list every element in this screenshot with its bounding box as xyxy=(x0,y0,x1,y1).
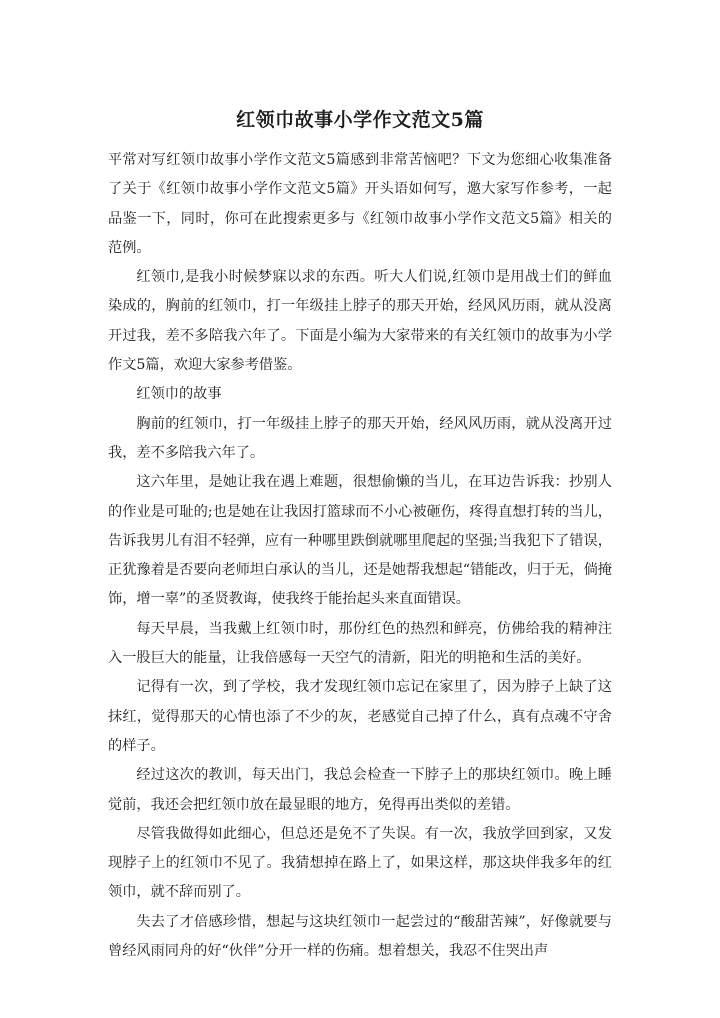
section-heading: 红领巾的故事 xyxy=(136,386,222,403)
body-paragraph: 尽管我做得如此细心，但总还是免不了失误。有一次，我放学回到家，又发现脖子上的红领巾不见了。我猜想掉在路上了，如果这样，那这块伴我多年的红领巾，就不辞而别了。 xyxy=(108,825,612,901)
document-title: 红领巾故事小学作文范文5篇 xyxy=(236,109,484,131)
body-paragraph: 记得有一次，到了学校，我才发现红领巾忘记在家里了，因为脖子上缺了这抹红，觉得那天的心情也添了不少的灰，老感觉自己掉了什么，真有点魂不守舍的样子。 xyxy=(108,679,612,754)
body-paragraph: 失去了才倍感珍惜，想起与这块红领巾一起尝过的“酸甜苦辣”，好像就要与曾经风雨同舟的好“伙伴”分开一样的伤痛。想着想关，我忍不住哭出声 xyxy=(108,913,612,960)
body-paragraph: 经过这次的教训，每天出门，我总会检查一下脖子上的那块红领巾。晚上睡觉前，我还会把红领巾放在最显眼的地方，免得再出类似的差错。 xyxy=(108,767,612,813)
body-paragraph: 胸前的红领巾，打一年级挂上脖子的那天开始，经风风历雨，就从没离开过我，差不多陪我六年了。 xyxy=(108,415,612,461)
body-paragraph: 每天早晨，当我戴上红领巾时，那份红色的热烈和鲜亮，仿佛给我的精神注入一股巨大的能量，让我倍感每一天空气的清新，阳光的明艳和生活的美好。 xyxy=(108,620,612,667)
document-body xyxy=(108,146,612,966)
body-paragraph: 这六年里，是她让我在遇上难题，很想偷懒的当儿，在耳边告诉我：抄别人的作业是可耻的;也是她在让我因打篮球而不小心被砸伤，疼得直想打转的当儿，告诉我男儿有泪不轻弹，应有一种哪里跌倒就哪里爬起的坚强;当我犯下了错误，正犹豫着是否要向老师坦白承认的当儿，还是她帮我想起“错能改，归于无，倘掩饰，增一辜”的圣贤教诲，使我终于能抬起头来直面错误。 xyxy=(108,474,612,608)
body-paragraph: 红领巾,是我小时候梦寐以求的东西。听大人们说,红领巾是用战士们的鲜血染成的，胸前的红领巾，打一年级挂上脖子的那天开始，经风风历雨，就从没离开过我，差不多陪我六年了。下面是小编为大家带来的有关红领巾的故事为小学作文5篇，欢迎大家参考借鉴。 xyxy=(108,269,612,374)
intro-paragraph: 平常对写红领巾故事小学作文范文5篇感到非常苦恼吧？下文为您细心收集准备了关于《红领巾故事小学作文范文5篇》开头语如何写，邀大家写作参考，一起品鉴一下，同时，你可在此搜索更多与《红领巾故事小学作文范文5篇》相关的范例。 xyxy=(108,152,612,256)
